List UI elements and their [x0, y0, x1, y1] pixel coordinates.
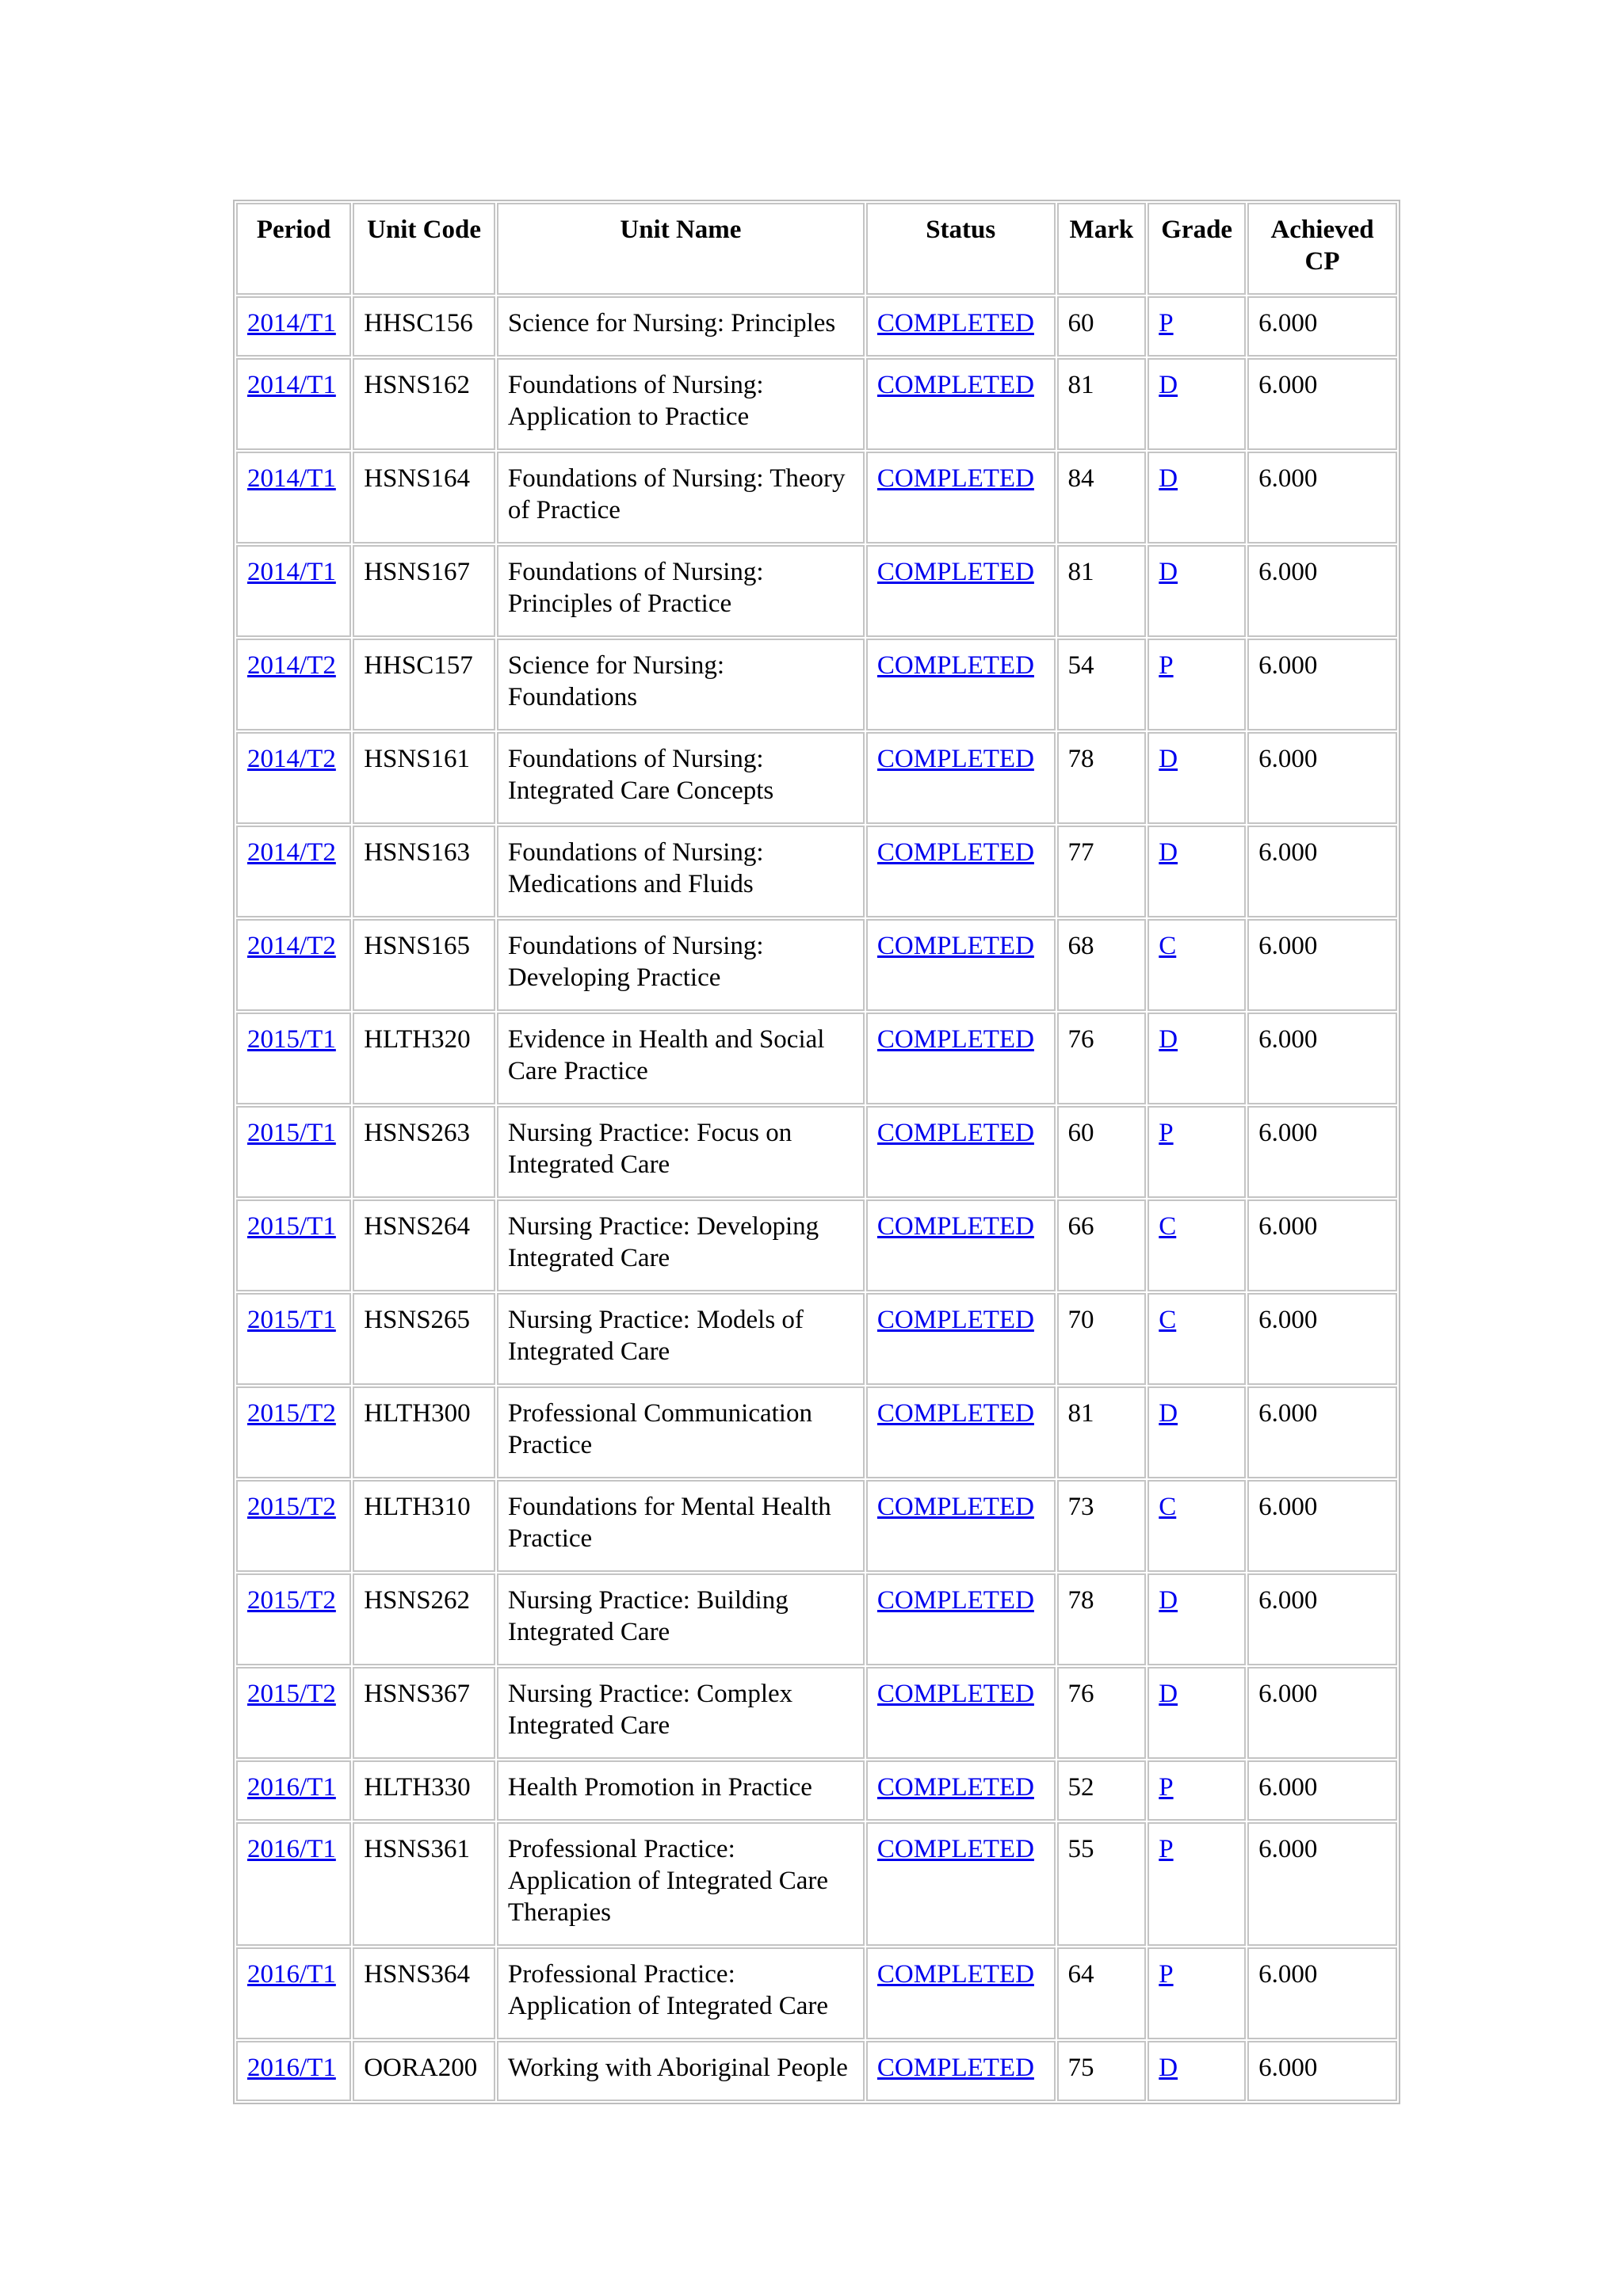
- table-row: [236, 1293, 1397, 1385]
- table-header: [236, 203, 1397, 295]
- table-row: [236, 296, 1397, 357]
- status-cell: [866, 545, 1056, 637]
- grade-link[interactable]: D: [1159, 1025, 1178, 1054]
- grade-cell: [1148, 1573, 1246, 1665]
- header-mark: Mark: [1057, 203, 1147, 295]
- mark-cell: 78: [1057, 732, 1147, 824]
- period-link[interactable]: 2014/T1: [247, 371, 336, 399]
- achieved-cp-cell: 6.000: [1247, 1386, 1397, 1478]
- status-link[interactable]: COMPLETED: [876, 2054, 1034, 2082]
- unit-code-cell: HSNS361: [353, 1822, 495, 1946]
- unit-name-cell: Professional Communication Practice: [497, 1386, 865, 1478]
- status-cell: [866, 2041, 1056, 2101]
- table-row: [236, 545, 1397, 637]
- unit-code-cell: HSNS165: [353, 919, 495, 1011]
- achieved-cp-cell: 6.000: [1247, 639, 1397, 730]
- achieved-cp-cell: 6.000: [1247, 732, 1397, 824]
- unit-code-cell: HHSC156: [353, 296, 495, 357]
- grade-link[interactable]: D: [1159, 371, 1178, 399]
- period-link[interactable]: 2016/T1: [247, 1773, 336, 1802]
- table-row: [236, 1667, 1397, 1759]
- table-body: [236, 296, 1397, 2101]
- achieved-cp-cell: 6.000: [1247, 296, 1397, 357]
- unit-name-cell: Foundations of Nursing: Integrated Care Concepts: [497, 732, 865, 824]
- achieved-cp-cell: 6.000: [1247, 1293, 1397, 1385]
- achieved-cp-cell: 6.000: [1247, 2041, 1397, 2101]
- period-link[interactable]: 2016/T1: [247, 1835, 336, 1863]
- unit-code-cell: HSNS262: [353, 1573, 495, 1665]
- period-cell: [236, 1199, 351, 1291]
- unit-code-cell: HSNS367: [353, 1667, 495, 1759]
- table-row: [236, 919, 1397, 1011]
- unit-name-cell: Nursing Practice: Developing Integrated Care: [497, 1199, 865, 1291]
- grade-link[interactable]: P: [1159, 651, 1174, 680]
- mark-cell: 60: [1057, 296, 1147, 357]
- status-link[interactable]: COMPLETED: [876, 932, 1034, 960]
- mark-cell: 54: [1057, 639, 1147, 730]
- mark-cell: 77: [1057, 826, 1147, 917]
- status-link[interactable]: COMPLETED: [876, 1025, 1034, 1054]
- mark-cell: 81: [1057, 1386, 1147, 1478]
- table-row: [236, 1480, 1397, 1572]
- unit-name-cell: Nursing Practice: Focus on Integrated Care: [497, 1106, 865, 1198]
- status-cell: [866, 732, 1056, 824]
- transcript-page: [233, 200, 1400, 2104]
- unit-code-cell: HSNS263: [353, 1106, 495, 1198]
- unit-code-cell: OORA200: [353, 2041, 495, 2101]
- unit-name-cell: Science for Nursing: Foundations: [497, 639, 865, 730]
- period-link[interactable]: 2014/T2: [247, 932, 336, 960]
- unit-code-cell: HSNS364: [353, 1947, 495, 2039]
- status-link[interactable]: COMPLETED: [876, 1586, 1034, 1615]
- table-row: [236, 2041, 1397, 2101]
- period-cell: [236, 452, 351, 543]
- unit-code-cell: HLTH310: [353, 1480, 495, 1572]
- unit-code-cell: HSNS167: [353, 545, 495, 637]
- status-cell: [866, 1013, 1056, 1104]
- mark-cell: 60: [1057, 1106, 1147, 1198]
- status-link[interactable]: COMPLETED: [876, 651, 1034, 680]
- period-cell: [236, 1822, 351, 1946]
- status-link[interactable]: COMPLETED: [876, 1119, 1034, 1147]
- status-cell: [866, 1947, 1056, 2039]
- grade-link[interactable]: D: [1159, 558, 1178, 586]
- header-achieved-cp: Achieved CP: [1247, 203, 1397, 295]
- grade-link[interactable]: D: [1159, 1399, 1178, 1428]
- unit-name-cell: Professional Practice: Application of Integrated Care: [497, 1947, 865, 2039]
- unit-name-cell: Foundations of Nursing: Application to Practice: [497, 358, 865, 450]
- unit-name-cell: Working with Aboriginal People: [497, 2041, 865, 2101]
- header-status: Status: [866, 203, 1056, 295]
- period-link[interactable]: 2015/T2: [247, 1680, 336, 1708]
- table-row: [236, 1947, 1397, 2039]
- unit-code-cell: HHSC157: [353, 639, 495, 730]
- achieved-cp-cell: 6.000: [1247, 1667, 1397, 1759]
- mark-cell: 76: [1057, 1013, 1147, 1104]
- unit-code-cell: HSNS163: [353, 826, 495, 917]
- unit-name-cell: Evidence in Health and Social Care Practice: [497, 1013, 865, 1104]
- table-row: [236, 1199, 1397, 1291]
- mark-cell: 76: [1057, 1667, 1147, 1759]
- period-cell: [236, 545, 351, 637]
- period-cell: [236, 826, 351, 917]
- status-link[interactable]: COMPLETED: [876, 309, 1034, 338]
- status-cell: [866, 1760, 1056, 1821]
- table-row: [236, 452, 1397, 543]
- period-cell: [236, 1667, 351, 1759]
- mark-cell: 52: [1057, 1760, 1147, 1821]
- period-cell: [236, 639, 351, 730]
- mark-cell: 78: [1057, 1573, 1147, 1665]
- table-row: [236, 1822, 1397, 1946]
- mark-cell: 70: [1057, 1293, 1147, 1385]
- achieved-cp-cell: 6.000: [1247, 826, 1397, 917]
- table-row: [236, 826, 1397, 917]
- table-row: [236, 358, 1397, 450]
- status-cell: [866, 1822, 1056, 1946]
- achieved-cp-cell: 6.000: [1247, 545, 1397, 637]
- grade-link[interactable]: D: [1159, 745, 1178, 773]
- grade-cell: [1148, 1760, 1246, 1821]
- grade-link[interactable]: D: [1159, 464, 1178, 493]
- grade-link[interactable]: C: [1159, 1212, 1177, 1241]
- status-cell: [866, 1573, 1056, 1665]
- status-cell: [866, 919, 1056, 1011]
- grade-cell: [1148, 1293, 1246, 1385]
- unit-name-cell: Nursing Practice: Complex Integrated Care: [497, 1667, 865, 1759]
- period-cell: [236, 1106, 351, 1198]
- table-row: [236, 1386, 1397, 1478]
- grade-cell: [1148, 1480, 1246, 1572]
- status-cell: [866, 1386, 1056, 1478]
- period-link[interactable]: 2015/T1: [247, 1212, 336, 1241]
- grade-cell: [1148, 919, 1246, 1011]
- period-cell: [236, 919, 351, 1011]
- table-row: [236, 1573, 1397, 1665]
- unit-code-cell: HLTH330: [353, 1760, 495, 1821]
- grade-cell: [1148, 1947, 1246, 2039]
- achieved-cp-cell: 6.000: [1247, 1480, 1397, 1572]
- grade-cell: [1148, 732, 1246, 824]
- period-link[interactable]: 2016/T1: [247, 2054, 336, 2082]
- period-cell: [236, 1947, 351, 2039]
- grade-cell: [1148, 826, 1246, 917]
- table-row: [236, 1106, 1397, 1198]
- status-link[interactable]: COMPLETED: [876, 558, 1034, 586]
- status-link[interactable]: COMPLETED: [876, 1493, 1034, 1521]
- unit-name-cell: Science for Nursing: Principles: [497, 296, 865, 357]
- grade-cell: [1148, 2041, 1246, 2101]
- period-link[interactable]: 2014/T1: [247, 309, 336, 338]
- grade-cell: [1148, 1013, 1246, 1104]
- header-period: Period: [236, 203, 351, 295]
- achieved-cp-cell: 6.000: [1247, 452, 1397, 543]
- period-link[interactable]: 2014/T1: [247, 558, 336, 586]
- period-cell: [236, 1573, 351, 1665]
- grade-link[interactable]: P: [1159, 309, 1174, 338]
- period-cell: [236, 1480, 351, 1572]
- grade-cell: [1148, 358, 1246, 450]
- unit-code-cell: HSNS162: [353, 358, 495, 450]
- unit-name-cell: Foundations of Nursing: Medications and Fluids: [497, 826, 865, 917]
- period-link[interactable]: 2015/T1: [247, 1025, 336, 1054]
- grade-link[interactable]: D: [1159, 1680, 1178, 1708]
- status-link[interactable]: COMPLETED: [876, 1960, 1034, 1989]
- grade-cell: [1148, 1386, 1246, 1478]
- status-cell: [866, 296, 1056, 357]
- unit-code-cell: HSNS164: [353, 452, 495, 543]
- status-cell: [866, 452, 1056, 543]
- status-cell: [866, 1667, 1056, 1759]
- period-link[interactable]: 2015/T2: [247, 1586, 336, 1615]
- grade-cell: [1148, 296, 1246, 357]
- grade-link[interactable]: C: [1159, 1493, 1177, 1521]
- table-row: [236, 1013, 1397, 1104]
- status-link[interactable]: COMPLETED: [876, 1773, 1034, 1802]
- table-row: [236, 732, 1397, 824]
- period-link[interactable]: 2014/T2: [247, 651, 336, 680]
- period-cell: [236, 1386, 351, 1478]
- achieved-cp-cell: 6.000: [1247, 1106, 1397, 1198]
- table-row: [236, 639, 1397, 730]
- status-link[interactable]: COMPLETED: [876, 464, 1034, 493]
- unit-name-cell: Professional Practice: Application of Integrated Care Therapies: [497, 1822, 865, 1946]
- period-cell: [236, 1013, 351, 1104]
- grade-cell: [1148, 1667, 1246, 1759]
- mark-cell: 66: [1057, 1199, 1147, 1291]
- grade-cell: [1148, 1822, 1246, 1946]
- achieved-cp-cell: 6.000: [1247, 358, 1397, 450]
- period-cell: [236, 1760, 351, 1821]
- period-link[interactable]: 2014/T2: [247, 838, 336, 867]
- status-cell: [866, 1106, 1056, 1198]
- status-cell: [866, 639, 1056, 730]
- unit-name-cell: Foundations of Nursing: Theory of Practice: [497, 452, 865, 543]
- status-link[interactable]: COMPLETED: [876, 1835, 1034, 1863]
- unit-code-cell: HLTH320: [353, 1013, 495, 1104]
- status-link[interactable]: COMPLETED: [876, 1306, 1034, 1334]
- period-cell: [236, 732, 351, 824]
- grade-link[interactable]: P: [1159, 1773, 1174, 1802]
- unit-name-cell: Nursing Practice: Building Integrated Care: [497, 1573, 865, 1665]
- mark-cell: 55: [1057, 1822, 1147, 1946]
- status-link[interactable]: COMPLETED: [876, 838, 1034, 867]
- period-link[interactable]: 2014/T1: [247, 464, 336, 493]
- achieved-cp-cell: 6.000: [1247, 1760, 1397, 1821]
- achieved-cp-cell: 6.000: [1247, 919, 1397, 1011]
- mark-cell: 84: [1057, 452, 1147, 543]
- status-link[interactable]: COMPLETED: [876, 1680, 1034, 1708]
- mark-cell: 64: [1057, 1947, 1147, 2039]
- status-link[interactable]: COMPLETED: [876, 1399, 1034, 1428]
- unit-name-cell: Nursing Practice: Models of Integrated Care: [497, 1293, 865, 1385]
- period-link[interactable]: 2015/T2: [247, 1493, 336, 1521]
- period-link[interactable]: 2015/T1: [247, 1119, 336, 1147]
- period-cell: [236, 358, 351, 450]
- header-row: [236, 203, 1397, 295]
- header-unit-code: Unit Code: [353, 203, 495, 295]
- grade-cell: [1148, 452, 1246, 543]
- header-grade: Grade: [1148, 203, 1246, 295]
- achieved-cp-cell: 6.000: [1247, 1573, 1397, 1665]
- status-cell: [866, 1199, 1056, 1291]
- period-link[interactable]: 2014/T2: [247, 745, 336, 773]
- achieved-cp-cell: 6.000: [1247, 1822, 1397, 1946]
- grade-link[interactable]: C: [1159, 932, 1177, 960]
- grade-link[interactable]: C: [1159, 1306, 1177, 1334]
- grade-cell: [1148, 1106, 1246, 1198]
- period-cell: [236, 2041, 351, 2101]
- mark-cell: 81: [1057, 545, 1147, 637]
- period-link[interactable]: 2016/T1: [247, 1960, 336, 1989]
- grade-link[interactable]: P: [1159, 1960, 1174, 1989]
- achieved-cp-cell: 6.000: [1247, 1013, 1397, 1104]
- grade-link[interactable]: D: [1159, 2054, 1178, 2082]
- status-link[interactable]: COMPLETED: [876, 745, 1034, 773]
- results-table: [233, 200, 1400, 2104]
- mark-cell: 75: [1057, 2041, 1147, 2101]
- mark-cell: 68: [1057, 919, 1147, 1011]
- grade-cell: [1148, 1199, 1246, 1291]
- unit-code-cell: HSNS265: [353, 1293, 495, 1385]
- header-unit-name: Unit Name: [497, 203, 865, 295]
- grade-cell: [1148, 545, 1246, 637]
- unit-code-cell: HSNS161: [353, 732, 495, 824]
- unit-name-cell: Health Promotion in Practice: [497, 1760, 865, 1821]
- period-cell: [236, 296, 351, 357]
- status-cell: [866, 358, 1056, 450]
- status-cell: [866, 1480, 1056, 1572]
- unit-code-cell: HSNS264: [353, 1199, 495, 1291]
- achieved-cp-cell: 6.000: [1247, 1947, 1397, 2039]
- status-cell: [866, 1293, 1056, 1385]
- mark-cell: 73: [1057, 1480, 1147, 1572]
- grade-link[interactable]: P: [1159, 1835, 1174, 1863]
- achieved-cp-cell: 6.000: [1247, 1199, 1397, 1291]
- grade-link[interactable]: D: [1159, 838, 1178, 867]
- period-cell: [236, 1293, 351, 1385]
- unit-name-cell: Foundations of Nursing: Principles of Practice: [497, 545, 865, 637]
- status-link[interactable]: COMPLETED: [876, 371, 1034, 399]
- period-link[interactable]: 2015/T1: [247, 1306, 336, 1334]
- grade-link[interactable]: P: [1159, 1119, 1174, 1147]
- unit-name-cell: Foundations of Nursing: Developing Practice: [497, 919, 865, 1011]
- unit-name-cell: Foundations for Mental Health Practice: [497, 1480, 865, 1572]
- status-cell: [866, 826, 1056, 917]
- grade-cell: [1148, 639, 1246, 730]
- period-link[interactable]: 2015/T2: [247, 1399, 336, 1428]
- status-link[interactable]: COMPLETED: [876, 1212, 1034, 1241]
- unit-code-cell: HLTH300: [353, 1386, 495, 1478]
- grade-link[interactable]: D: [1159, 1586, 1178, 1615]
- mark-cell: 81: [1057, 358, 1147, 450]
- table-row: [236, 1760, 1397, 1821]
